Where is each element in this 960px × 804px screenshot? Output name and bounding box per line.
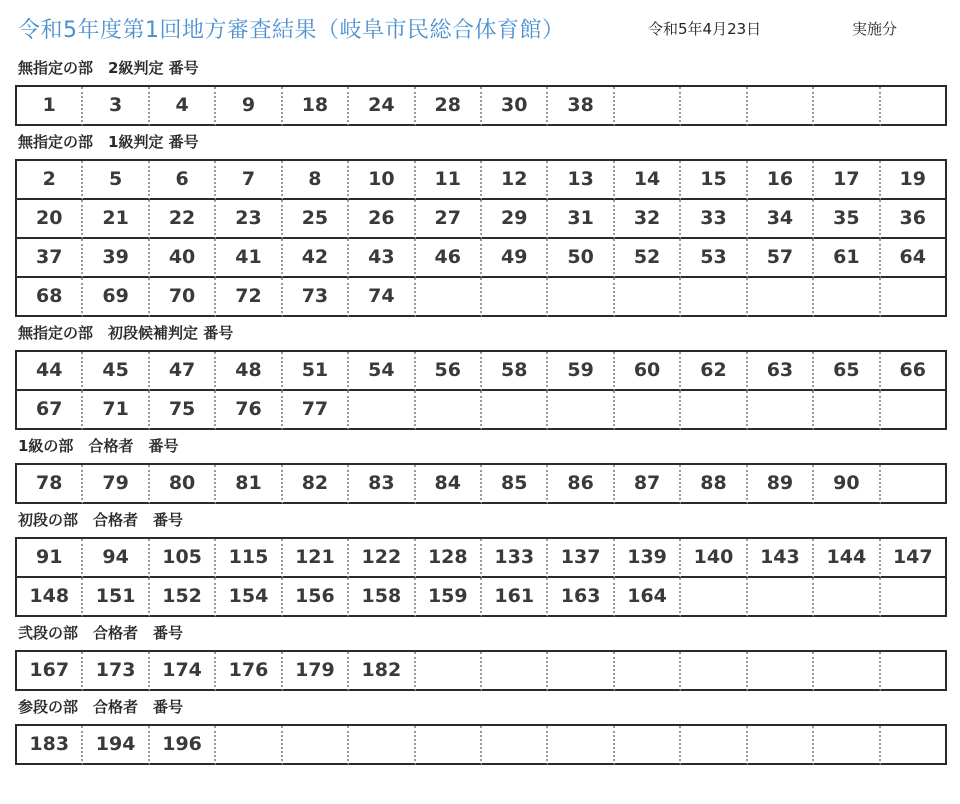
candidate-number: 17 xyxy=(814,161,880,200)
candidate-number: 89 xyxy=(748,465,814,504)
empty-cell xyxy=(748,578,814,617)
candidate-number: 62 xyxy=(681,352,747,391)
candidate-number: 174 xyxy=(150,652,216,691)
candidate-number: 81 xyxy=(216,465,282,504)
empty-cell xyxy=(881,278,947,317)
candidate-number: 25 xyxy=(283,200,349,239)
empty-cell xyxy=(814,578,880,617)
result-section xyxy=(0,317,960,430)
empty-cell xyxy=(814,278,880,317)
number-grid xyxy=(15,724,947,765)
empty-cell xyxy=(482,391,548,430)
candidate-number: 33 xyxy=(681,200,747,239)
candidate-number: 31 xyxy=(548,200,614,239)
candidate-number: 34 xyxy=(748,200,814,239)
candidate-number: 67 xyxy=(17,391,83,430)
empty-cell xyxy=(416,391,482,430)
candidate-number: 194 xyxy=(83,726,149,765)
candidate-number: 47 xyxy=(150,352,216,391)
candidate-number: 43 xyxy=(349,239,415,278)
empty-cell xyxy=(881,578,947,617)
candidate-number: 87 xyxy=(615,465,681,504)
candidate-number: 140 xyxy=(681,539,747,578)
empty-cell xyxy=(548,726,614,765)
empty-cell xyxy=(681,278,747,317)
result-section xyxy=(0,617,960,691)
candidate-number: 79 xyxy=(83,465,149,504)
empty-cell xyxy=(416,726,482,765)
candidate-number: 159 xyxy=(416,578,482,617)
candidate-number: 74 xyxy=(349,278,415,317)
candidate-number: 35 xyxy=(814,200,880,239)
candidate-number: 36 xyxy=(881,200,947,239)
candidate-number: 9 xyxy=(216,87,282,126)
candidate-number: 30 xyxy=(482,87,548,126)
empty-cell xyxy=(349,391,415,430)
candidate-number: 38 xyxy=(548,87,614,126)
candidate-number: 164 xyxy=(615,578,681,617)
candidate-number: 50 xyxy=(548,239,614,278)
section-label: 無指定の部 初段候補判定 番号 xyxy=(18,324,234,342)
empty-cell xyxy=(548,391,614,430)
candidate-number: 148 xyxy=(17,578,83,617)
candidate-number: 158 xyxy=(349,578,415,617)
empty-cell xyxy=(748,391,814,430)
candidate-number: 44 xyxy=(17,352,83,391)
section-label: 参段の部 合格者 番号 xyxy=(18,698,184,716)
candidate-number: 53 xyxy=(681,239,747,278)
candidate-number: 60 xyxy=(615,352,681,391)
candidate-number: 27 xyxy=(416,200,482,239)
candidate-number: 13 xyxy=(548,161,614,200)
empty-cell xyxy=(482,652,548,691)
candidate-number: 137 xyxy=(548,539,614,578)
candidate-number: 91 xyxy=(17,539,83,578)
empty-cell xyxy=(548,278,614,317)
section-label: 初段の部 合格者 番号 xyxy=(18,511,184,529)
empty-cell xyxy=(681,87,747,126)
page-title: 令和5年度第1回地方審査結果（岐阜市民総合体育館） xyxy=(18,18,565,43)
candidate-number: 77 xyxy=(283,391,349,430)
empty-cell xyxy=(881,391,947,430)
empty-cell xyxy=(881,652,947,691)
candidate-number: 22 xyxy=(150,200,216,239)
candidate-number: 70 xyxy=(150,278,216,317)
candidate-number: 84 xyxy=(416,465,482,504)
candidate-number: 40 xyxy=(150,239,216,278)
candidate-number: 49 xyxy=(482,239,548,278)
candidate-number: 26 xyxy=(349,200,415,239)
candidate-number: 85 xyxy=(482,465,548,504)
empty-cell xyxy=(814,726,880,765)
empty-cell xyxy=(482,278,548,317)
exam-note: 実施分 xyxy=(852,20,898,38)
candidate-number: 45 xyxy=(83,352,149,391)
empty-cell xyxy=(548,652,614,691)
number-grid xyxy=(15,537,947,617)
empty-cell xyxy=(881,87,947,126)
candidate-number: 73 xyxy=(283,278,349,317)
candidate-number: 179 xyxy=(283,652,349,691)
section-label: 1級の部 合格者 番号 xyxy=(18,437,179,455)
number-grid xyxy=(15,85,947,126)
candidate-number: 11 xyxy=(416,161,482,200)
candidate-number: 105 xyxy=(150,539,216,578)
candidate-number: 15 xyxy=(681,161,747,200)
candidate-number: 144 xyxy=(814,539,880,578)
candidate-number: 83 xyxy=(349,465,415,504)
candidate-number: 8 xyxy=(283,161,349,200)
candidate-number: 19 xyxy=(881,161,947,200)
candidate-number: 167 xyxy=(17,652,83,691)
candidate-number: 3 xyxy=(83,87,149,126)
candidate-number: 4 xyxy=(150,87,216,126)
candidate-number: 86 xyxy=(548,465,614,504)
empty-cell xyxy=(482,726,548,765)
empty-cell xyxy=(748,87,814,126)
number-grid xyxy=(15,159,947,317)
section-label: 弐段の部 合格者 番号 xyxy=(18,624,184,642)
candidate-number: 59 xyxy=(548,352,614,391)
candidate-number: 6 xyxy=(150,161,216,200)
candidate-number: 42 xyxy=(283,239,349,278)
candidate-number: 18 xyxy=(283,87,349,126)
candidate-number: 128 xyxy=(416,539,482,578)
candidate-number: 24 xyxy=(349,87,415,126)
empty-cell xyxy=(814,391,880,430)
candidate-number: 154 xyxy=(216,578,282,617)
empty-cell xyxy=(283,726,349,765)
candidate-number: 90 xyxy=(814,465,880,504)
empty-cell xyxy=(881,465,947,504)
empty-cell xyxy=(216,726,282,765)
candidate-number: 28 xyxy=(416,87,482,126)
empty-cell xyxy=(349,726,415,765)
empty-cell xyxy=(748,652,814,691)
candidate-number: 23 xyxy=(216,200,282,239)
result-section xyxy=(0,126,960,317)
candidate-number: 80 xyxy=(150,465,216,504)
empty-cell xyxy=(681,652,747,691)
candidate-number: 32 xyxy=(615,200,681,239)
candidate-number: 57 xyxy=(748,239,814,278)
candidate-number: 161 xyxy=(482,578,548,617)
empty-cell xyxy=(814,87,880,126)
candidate-number: 78 xyxy=(17,465,83,504)
candidate-number: 122 xyxy=(349,539,415,578)
result-section xyxy=(0,52,960,126)
candidate-number: 68 xyxy=(17,278,83,317)
result-section xyxy=(0,504,960,617)
candidate-number: 183 xyxy=(17,726,83,765)
candidate-number: 63 xyxy=(748,352,814,391)
candidate-number: 76 xyxy=(216,391,282,430)
candidate-number: 61 xyxy=(814,239,880,278)
candidate-number: 1 xyxy=(17,87,83,126)
empty-cell xyxy=(615,278,681,317)
candidate-number: 56 xyxy=(416,352,482,391)
result-section xyxy=(0,430,960,504)
results-content xyxy=(0,52,960,765)
number-grid xyxy=(15,463,947,504)
number-grid xyxy=(15,650,947,691)
candidate-number: 151 xyxy=(83,578,149,617)
candidate-number: 94 xyxy=(83,539,149,578)
candidate-number: 12 xyxy=(482,161,548,200)
candidate-number: 10 xyxy=(349,161,415,200)
candidate-number: 152 xyxy=(150,578,216,617)
candidate-number: 72 xyxy=(216,278,282,317)
candidate-number: 182 xyxy=(349,652,415,691)
empty-cell xyxy=(881,726,947,765)
candidate-number: 20 xyxy=(17,200,83,239)
candidate-number: 14 xyxy=(615,161,681,200)
candidate-number: 51 xyxy=(283,352,349,391)
candidate-number: 37 xyxy=(17,239,83,278)
candidate-number: 156 xyxy=(283,578,349,617)
page-header xyxy=(0,0,960,52)
candidate-number: 54 xyxy=(349,352,415,391)
candidate-number: 121 xyxy=(283,539,349,578)
empty-cell xyxy=(748,278,814,317)
candidate-number: 65 xyxy=(814,352,880,391)
candidate-number: 75 xyxy=(150,391,216,430)
section-label: 無指定の部 2級判定 番号 xyxy=(18,59,199,77)
candidate-number: 16 xyxy=(748,161,814,200)
candidate-number: 69 xyxy=(83,278,149,317)
exam-date: 令和5年4月23日 xyxy=(648,20,762,38)
candidate-number: 173 xyxy=(83,652,149,691)
candidate-number: 2 xyxy=(17,161,83,200)
candidate-number: 21 xyxy=(83,200,149,239)
candidate-number: 88 xyxy=(681,465,747,504)
candidate-number: 39 xyxy=(83,239,149,278)
number-grid xyxy=(15,350,947,430)
empty-cell xyxy=(416,278,482,317)
candidate-number: 143 xyxy=(748,539,814,578)
candidate-number: 176 xyxy=(216,652,282,691)
candidate-number: 133 xyxy=(482,539,548,578)
empty-cell xyxy=(748,726,814,765)
empty-cell xyxy=(615,87,681,126)
section-label: 無指定の部 1級判定 番号 xyxy=(18,133,199,151)
candidate-number: 66 xyxy=(881,352,947,391)
candidate-number: 48 xyxy=(216,352,282,391)
candidate-number: 46 xyxy=(416,239,482,278)
candidate-number: 71 xyxy=(83,391,149,430)
empty-cell xyxy=(681,726,747,765)
candidate-number: 139 xyxy=(615,539,681,578)
candidate-number: 64 xyxy=(881,239,947,278)
candidate-number: 41 xyxy=(216,239,282,278)
empty-cell xyxy=(615,391,681,430)
candidate-number: 5 xyxy=(83,161,149,200)
candidate-number: 147 xyxy=(881,539,947,578)
candidate-number: 58 xyxy=(482,352,548,391)
candidate-number: 196 xyxy=(150,726,216,765)
candidate-number: 163 xyxy=(548,578,614,617)
candidate-number: 115 xyxy=(216,539,282,578)
empty-cell xyxy=(681,578,747,617)
candidate-number: 29 xyxy=(482,200,548,239)
empty-cell xyxy=(416,652,482,691)
empty-cell xyxy=(681,391,747,430)
result-section xyxy=(0,691,960,765)
candidate-number: 7 xyxy=(216,161,282,200)
candidate-number: 82 xyxy=(283,465,349,504)
empty-cell xyxy=(615,726,681,765)
empty-cell xyxy=(814,652,880,691)
candidate-number: 52 xyxy=(615,239,681,278)
empty-cell xyxy=(615,652,681,691)
